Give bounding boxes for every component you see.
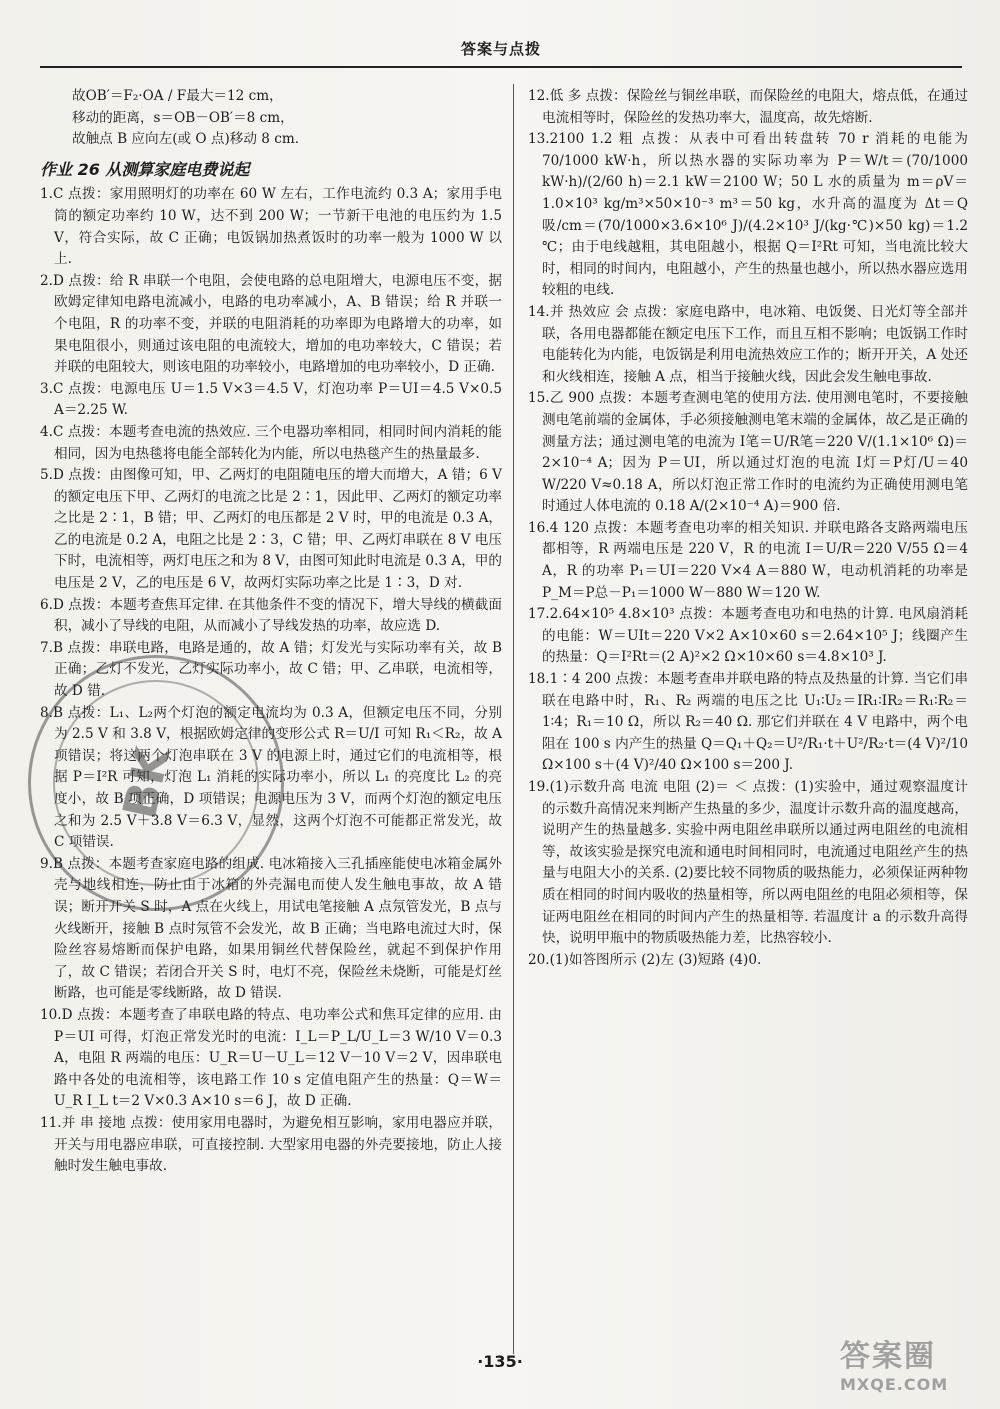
pre-line: 移动的距离，s＝OB－OB′＝8 cm， — [72, 109, 294, 126]
answer-item: 5.D 点拨：由图像可知，甲、乙两灯的电阻随电压的增大而增大，A 错；6 V 的额定电压下甲、乙两灯的电流之比是 2∶1，因此甲、乙两灯的额定功率之比是 2∶1，B 错；甲、乙两灯的电压都是 2 V 时，甲的电流是 0.3 A，乙的电流是 0.2 A，电阻之比是 2∶3，C 错；甲、乙两灯串联在 8 V 电压下时，电流相等，两灯电压之和为 8 V，由图可知此时电流是 0.3 A，甲的电压是 2 V，乙的电压是 6 V，故两灯实际功率之比是 1∶3，D 对. — [40, 467, 502, 592]
answer-item: 19.(1)示数升高 电流 电阻 (2)＝ ＜ 点拨：(1)实验中，通过观察温度计的示数升高情况来判断产生热量的多少，温度计示数升高的温度越高，说明产生的热量越多. 实验中两电阻丝串联所以通过两电阻丝的电流相等，故该实验是探究电流和通电时间相同时，电流通过电阻丝产生的热量与电阻大小的关系. (2)要比较不同物质的吸热能力，必须保证两种物质在相同的时间内吸收的热量相等，所以两电阻丝的电阻必须相等，保证两电阻丝在相同的时间内产生的热量相等. 若温度计 a 的示数升高得快，说明甲瓶中的物质吸热能力差，比热容较小. — [528, 779, 968, 947]
pre-line: 故触点 B 应向左(或 O 点)移动 8 cm. — [72, 131, 300, 148]
answer-item: 4.C 点拨：本题考查电流的热效应. 三个电器功率相同，相同时间内消耗的能相同，因为电热毯将电能全部转化为内能，所以电热毯产生的热量最多. — [40, 423, 502, 462]
header-rule — [40, 66, 962, 68]
answer-item: 13.2100 1.2 粗 点拨：从表中可看出转盘转 70 r 消耗的电能为 70/1000 kW·h，所以热水器的实际功率为 P＝W/t＝(70/1000 kW·h)/(2/60 h)＝2.1 kW＝2100 W；50 L 水的质量为 m＝ρV＝1.0×10³ kg/m³×50×10⁻³ m³＝50 kg，水升高的温度为 Δt＝Q吸/cm＝(70/1000×3.6×10⁶ J)/(4.2×10³ J/(kg·℃)×50 kg)＝1.2 ℃；由于电线越粗，其电阻越小，根据 Q＝I²Rt 可知，当电流比较大时，相同的时间内，电阻越小，产生的热量也越小，所以热水器应选用较粗的电线. — [528, 131, 968, 299]
answer-item: 15.乙 900 点拨：本题考查测电笔的使用方法. 使用测电笔时，不要接触测电笔前端的金属体，手必须接触测电笔末端的金属体，故乙是正确的测量方法；通过测电笔的电流为 I笔＝U/R笔＝220 V/(1.1×10⁶ Ω)＝2×10⁻⁴ A；因为 P＝UI，所以通过灯泡的电流 I灯＝P灯/U＝40 W/220 V≈0.18 A，所以灯泡正常工作时的电流约为正确使用测电笔时通过人体电流的 0.18 A/(2×10⁻⁴ A)＝900 倍. — [528, 390, 968, 515]
page-number: ·135· — [477, 1352, 523, 1371]
answer-item: 10.D 点拨：本题考查了串联电路的特点、电功率公式和焦耳定律的应用. 由 P＝UI 可得，灯泡正常发光时的电流：I_L＝P_L/U_L＝3 W/10 V＝0.3 A，电阻 R 两端的电压：U_R＝U－U_L＝12 V－10 V＝2 V，因串联电路中各处的电流相等，该电路工作 10 s 定值电阻产生的热量：Q＝W＝U_R I_L t＝2 V×0.3 A×10 s＝6 J，故 D 正确. — [40, 1006, 502, 1110]
answer-item: 20.(1)如答图所示 (2)左 (3)短路 (4)0. — [528, 951, 762, 968]
answer-item: 16.4 120 点拨：本题考查电功率的相关知识. 并联电路各支路两端电压都相等，R 两端电压是 220 V，R 的电流 I＝U/R＝220 V/55 Ω＝4 A，R 的功率 P₁＝UI＝220 V×4 A＝880 W，电动机消耗的功率是 P_M＝P总－P₁＝1000 W－880 W＝120 W. — [528, 519, 968, 601]
answer-item: 17.2.64×10⁵ 4.8×10³ 点拨：本题考查电功和电热的计算. 电风扇消耗的电能：W＝UIt＝220 V×2 A×10×60 s＝2.64×10⁵ J；线圈产生的热量：Q＝I²Rt＝(2 A)²×2 Ω×10×60 s＝4.8×10³ J. — [528, 606, 968, 666]
answer-item: 3.C 点拨：电源电压 U＝1.5 V×3＝4.5 V，灯泡功率 P＝UI＝4.5 V×0.5 A＝2.25 W. — [40, 380, 502, 419]
column-divider — [513, 84, 514, 1354]
answer-item: 7.B 点拨：串联电路，电路是通的，故 A 错；灯发光与实际功率有关，故 B 正确；乙灯不发光，乙灯实际功率小，故 C 错；甲、乙串联，电流相等，故 D 错. — [40, 639, 502, 700]
right-column — [528, 86, 968, 971]
answer-item: 11.并 串 接地 点拨：使用家用电器时，为避免相互影响，家用电器应并联，开关与用电器应串联，可直接控制. 大型家用电器的外壳要接地，防止人接触时发生触电事故. — [40, 1114, 502, 1175]
stamp-mark: BK — [112, 742, 180, 824]
page-header — [40, 38, 962, 68]
header-title: 答案与点拨 — [460, 40, 541, 58]
answer-item: 1.C 点拨：家用照明灯的功率在 60 W 左右，工作电流约 0.3 A；家用手电筒的额定功率约 10 W，达不到 200 W；一节新干电池的电压约为 1.5 V，符合实际，故 C 正确；电饭锅加热煮饭时的功率一般为 1000 W 以上. — [40, 186, 502, 268]
pre-line: 故OB′＝F₂·OA / F最大＝12 cm， — [72, 88, 283, 104]
answer-item: 6.D 点拨：本题考查焦耳定律. 在其他条件不变的情况下，增大导线的横截面积，减小了导线的电阻，从而减小了导线发热的功率，故应选 D. — [40, 596, 502, 635]
answer-item: 14.并 热效应 会 点拨：家庭电路中，电冰箱、电饭煲、日光灯等全部并联，各用电器都能在额定电压下工作，而且互相不影响；电饭锅工作时电能转化为内能，电饭锅是利用电流热效应工作的；断开开关，A 处还和火线相连，接触 A 点，相当于接触火线，因此会发生触电事故. — [528, 303, 968, 385]
answer-item: 9.B 点拨：本题考查家庭电路的组成. 电冰箱接入三孔插座能使电冰箱金属外壳与地线相连，防止由于冰箱的外壳漏电而使人发生触电事故，故 A 错误；断开开关 S 时，A 点在火线上，用试电笔接触 A 点氖管发光，B 点与火线断开，接触 B 点时氖管不会发光，故 B 正确；当电路电流过大时，保险丝容易熔断而保护电路，如果用铜丝代替保险丝，就起不到保护作用了，故 C 错误；若闭合开关 S 时，电灯不亮，保险丝未烧断，可能是灯丝断路，也可能是零线断路，故 D 错误. — [40, 855, 502, 1002]
answer-item: 8.B 点拨：L₁、L₂两个灯泡的额定电流均为 0.3 A，但额定电压不同，分别为 2.5 V 和 3.8 V，根据欧姆定律的变形公式 R＝U/I 可知 R₁＜R₂，故 A 项错误；将这两个灯泡串联在 3 V 的电源上时，通过它们的电流相等，根据 P＝I²R 可知，灯泡 L₁ 消耗的实际功率小，所以 L₁ 的亮度比 L₂ 的亮度小，故 B 项正确，D 项错误；电源电压为 3 V，而两个灯泡的额定电压之和为 2.5 V＋3.8 V＝6.3 V，显然，这两个灯泡不可能都正常发光，故 C 项错误. — [40, 704, 502, 851]
site-watermark — [840, 1331, 990, 1401]
answer-item: 18.1∶4 200 点拨：本题考查串并联电路的特点及热量的计算. 当它们串联在电路中时，R₁、R₂ 两端的电压之比 U₁∶U₂＝IR₁∶IR₂＝R₁∶R₂＝1∶4；R₁＝10 Ω，所以 R₂＝40 Ω. 那它们并联在 4 V 电路中，两个电阻在 100 s 内产生的热量 Q＝Q₁＋Q₂＝U²/R₁·t＋U²/R₂·t＝(4 V)²/10 Ω×100 s＋(4 V)²/40 Ω×100 s＝200 J. — [528, 671, 968, 774]
watermark-bottom: MXQE.COM — [840, 1375, 949, 1394]
section-title: 作业 26 从测算家庭电费说起 — [40, 159, 250, 179]
answer-item: 12.低 多 点拨：保险丝与铜丝串联，而保险丝的电阻大，熔点低，在通过电流相等时，保险丝的发热功率大，温度高，故先熔断. — [528, 88, 968, 126]
left-column — [40, 86, 502, 1178]
watermark-top: 答案圈 — [840, 1339, 936, 1374]
answer-item: 2.D 点拨：给 R 串联一个电阻，会使电路的总电阻增大，电源电压不变，据欧姆定律知电路电流减小，电路的电功率减小，A、B 错误；给 R 并联一个电阻，R 的功率不变，并联的电阻消耗的功率即为电路增大的功率，如果电阻很小，则通过该电阻的电流较大，增加的电功率较大，C 错误；若并联的电阻较大，则该电阻的功率较小，电路增加的电功率较小，D 正确. — [40, 272, 502, 376]
